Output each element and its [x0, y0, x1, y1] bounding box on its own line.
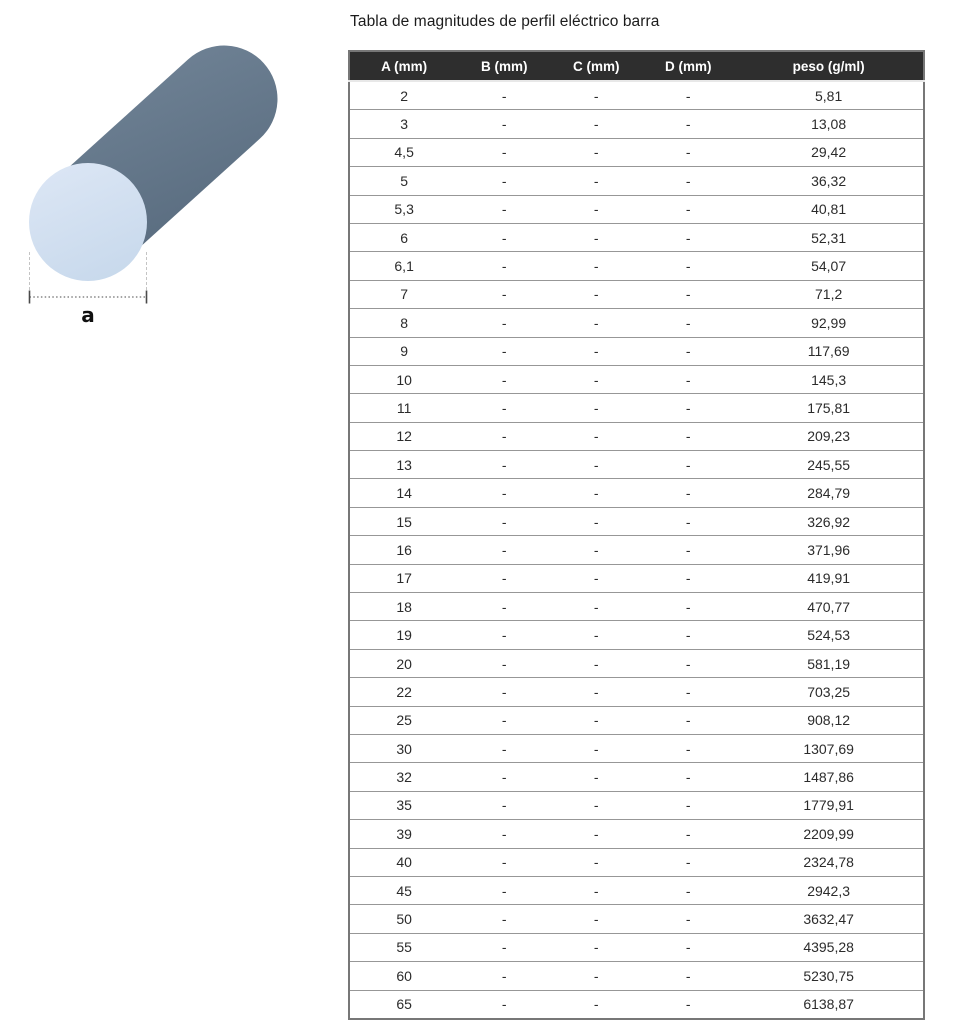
table-cell: - [642, 564, 734, 592]
table-row [349, 564, 924, 592]
table-cell: 5,81 [815, 87, 843, 104]
table-cell: - [550, 138, 642, 166]
table-cell: - [458, 593, 550, 621]
table-cell: 3632,47 [734, 905, 924, 933]
table-cell: - [550, 252, 642, 280]
table-cell: - [458, 933, 550, 961]
table-row [349, 138, 924, 166]
table-cell: - [458, 195, 550, 223]
table-cell: - [458, 479, 550, 507]
table-cell: - [642, 734, 734, 762]
table-cell: 71,2 [734, 280, 924, 308]
table-header-row [349, 51, 924, 81]
table-cell: - [550, 309, 642, 337]
table-cell: 245,55 [734, 451, 924, 479]
table-cell: 13 [349, 451, 458, 479]
table-cell: - [458, 706, 550, 734]
table-row [349, 223, 924, 251]
table-cell: - [642, 536, 734, 564]
table-cell: - [458, 422, 550, 450]
table-cell: 284,79 [734, 479, 924, 507]
table-cell: - [550, 337, 642, 365]
table-cell: - [458, 621, 550, 649]
table-cell: - [550, 621, 642, 649]
table-cell: - [642, 309, 734, 337]
table-cell: - [642, 990, 734, 1019]
table-row [349, 791, 924, 819]
table-cell: - [458, 394, 550, 422]
table-cell: 39 [349, 820, 458, 848]
table-cell: - [550, 649, 642, 677]
table-cell: 55 [349, 933, 458, 961]
table-cell: 32 [349, 763, 458, 791]
table-cell: - [458, 848, 550, 876]
table-cell: 65 [349, 990, 458, 1019]
table-cell: - [642, 394, 734, 422]
table-cell: 30 [349, 734, 458, 762]
table-cell: - [642, 507, 734, 535]
table-row [349, 309, 924, 337]
table-row [349, 479, 924, 507]
table-cell: - [642, 678, 734, 706]
table-cell: 60 [349, 962, 458, 990]
table-cell: - [550, 479, 642, 507]
table-cell: 10 [349, 365, 458, 393]
table-cell: 2 [400, 87, 409, 104]
table-cell: 908,12 [734, 706, 924, 734]
table-cell: - [550, 110, 642, 138]
table-cell: 4395,28 [734, 933, 924, 961]
table-row [349, 536, 924, 564]
table-cell: - [458, 990, 550, 1019]
table-cell: 16 [349, 536, 458, 564]
table-cell: 1307,69 [734, 734, 924, 762]
table-cell: 6,1 [349, 252, 458, 280]
table-cell: - [550, 564, 642, 592]
table-cell: 54,07 [734, 252, 924, 280]
table-cell: - [458, 763, 550, 791]
table-cell: 5 [349, 167, 458, 195]
table-cell: - [458, 905, 550, 933]
table-cell: - [550, 990, 642, 1019]
table-cell: 13,08 [734, 110, 924, 138]
table-cell: 22 [349, 678, 458, 706]
table-cell: 2324,78 [734, 848, 924, 876]
magnitudes-table [348, 50, 925, 1020]
table-cell: - [642, 337, 734, 365]
table-row [349, 876, 924, 904]
table-cell: - [550, 167, 642, 195]
table-body [349, 81, 924, 1019]
table-row [349, 81, 924, 110]
round-bar-illustration [0, 0, 340, 345]
table-cell: 50 [349, 905, 458, 933]
table-row [349, 820, 924, 848]
table-cell: 9 [349, 337, 458, 365]
table-cell: 5230,75 [734, 962, 924, 990]
table-cell: - [458, 564, 550, 592]
table-cell: 11 [349, 394, 458, 422]
table-cell: - [550, 536, 642, 564]
page-title: Tabla de magnitudes de perfil eléctrico barra [350, 13, 660, 30]
table-cell: 20 [349, 649, 458, 677]
table-cell: - [642, 933, 734, 961]
table-cell: - [458, 223, 550, 251]
table-cell: 209,23 [734, 422, 924, 450]
table-cell: 703,25 [734, 678, 924, 706]
table-row [349, 678, 924, 706]
table-row [349, 167, 924, 195]
table-cell: - [642, 223, 734, 251]
table-row [349, 110, 924, 138]
table-cell: 29,42 [734, 138, 924, 166]
table-cell: - [642, 479, 734, 507]
table-cell: - [458, 820, 550, 848]
table-cell: 36,32 [734, 167, 924, 195]
table-row [349, 905, 924, 933]
table-cell: - [501, 87, 507, 104]
table-cell: 35 [349, 791, 458, 819]
table-row [349, 252, 924, 280]
table-cell: - [550, 876, 642, 904]
table-row [349, 962, 924, 990]
table-cell: 8 [349, 309, 458, 337]
table-row [349, 422, 924, 450]
table-cell: 371,96 [734, 536, 924, 564]
table-cell: - [642, 422, 734, 450]
table-cell: - [642, 876, 734, 904]
table-cell: 2942,3 [734, 876, 924, 904]
table-cell: 12 [349, 422, 458, 450]
table-cell: - [642, 593, 734, 621]
table-cell: 19 [349, 621, 458, 649]
table-cell: - [642, 195, 734, 223]
table-cell: - [458, 167, 550, 195]
table-row [349, 195, 924, 223]
table-cell: - [642, 791, 734, 819]
table-cell: - [458, 252, 550, 280]
table-row [349, 933, 924, 961]
table-cell: - [550, 706, 642, 734]
table-cell: - [642, 706, 734, 734]
table-cell: 2209,99 [734, 820, 924, 848]
table-row [349, 848, 924, 876]
table-row [349, 621, 924, 649]
table-row [349, 337, 924, 365]
table-cell: - [550, 734, 642, 762]
table-cell: - [550, 593, 642, 621]
column-header-2: C (mm) [550, 51, 642, 81]
table-cell: - [685, 87, 691, 104]
table-cell: - [550, 678, 642, 706]
table-cell: - [458, 138, 550, 166]
table-cell: 175,81 [734, 394, 924, 422]
table-cell: - [458, 678, 550, 706]
column-header-3: D (mm) [642, 51, 734, 81]
table-row [349, 763, 924, 791]
table-cell: - [642, 820, 734, 848]
cylinder-face [29, 163, 147, 281]
table-cell: - [550, 905, 642, 933]
table-cell: - [642, 138, 734, 166]
table-cell: - [642, 621, 734, 649]
table-cell: 470,77 [734, 593, 924, 621]
table-cell: - [642, 649, 734, 677]
table-cell: - [550, 451, 642, 479]
table-cell: - [550, 365, 642, 393]
table-cell: - [550, 933, 642, 961]
table-row [349, 706, 924, 734]
table-cell: - [458, 280, 550, 308]
table-cell: 6138,87 [734, 990, 924, 1019]
table-cell: - [458, 365, 550, 393]
table-cell: 581,19 [734, 649, 924, 677]
table-cell: 117,69 [734, 337, 924, 365]
table-cell: - [550, 394, 642, 422]
table-cell: - [642, 167, 734, 195]
table-cell: - [550, 223, 642, 251]
table-cell: - [458, 309, 550, 337]
table-cell: - [458, 876, 550, 904]
column-header-4: peso (g/ml) [734, 51, 924, 81]
table-cell: - [642, 451, 734, 479]
table-cell: - [458, 791, 550, 819]
table-cell: 524,53 [734, 621, 924, 649]
table-cell: 419,91 [734, 564, 924, 592]
table-cell: 92,99 [734, 309, 924, 337]
table-cell: 40,81 [734, 195, 924, 223]
table-cell: - [550, 195, 642, 223]
table-cell: - [550, 848, 642, 876]
table-cell: - [550, 763, 642, 791]
table-cell: 6 [349, 223, 458, 251]
table-cell: - [642, 848, 734, 876]
table-cell: - [458, 337, 550, 365]
table-cell: 15 [349, 507, 458, 535]
table-cell: 1487,86 [734, 763, 924, 791]
table-cell: 14 [349, 479, 458, 507]
table-cell: - [550, 791, 642, 819]
table-row [349, 734, 924, 762]
table-cell: 40 [349, 848, 458, 876]
table-cell: 3 [349, 110, 458, 138]
table-cell: 17 [349, 564, 458, 592]
table-cell: 145,3 [734, 365, 924, 393]
table-cell: 4,5 [349, 138, 458, 166]
table-cell: 326,92 [734, 507, 924, 535]
table-row [349, 507, 924, 535]
table-cell: - [642, 962, 734, 990]
table-cell: 18 [349, 593, 458, 621]
table-cell: - [458, 734, 550, 762]
table-cell: 1779,91 [734, 791, 924, 819]
table-cell: - [458, 536, 550, 564]
table-cell: - [550, 962, 642, 990]
table-cell: - [550, 820, 642, 848]
table-row [349, 394, 924, 422]
table-cell: - [458, 649, 550, 677]
table-row [349, 649, 924, 677]
table-cell: 45 [349, 876, 458, 904]
table-cell: - [458, 110, 550, 138]
table-cell: - [642, 252, 734, 280]
table-cell: - [642, 905, 734, 933]
column-header-0: A (mm) [349, 51, 458, 81]
table-cell: 7 [349, 280, 458, 308]
dimension-label: a [81, 303, 95, 327]
table-cell: 52,31 [734, 223, 924, 251]
table-row [349, 593, 924, 621]
table-cell: - [458, 507, 550, 535]
table-cell: - [642, 365, 734, 393]
table-cell: - [458, 451, 550, 479]
table-cell: - [458, 962, 550, 990]
table-cell: 5,3 [349, 195, 458, 223]
column-header-1: B (mm) [458, 51, 550, 81]
table-row [349, 451, 924, 479]
table-cell: - [593, 87, 599, 104]
table-row [349, 280, 924, 308]
table-cell: - [550, 507, 642, 535]
table-row [349, 990, 924, 1019]
table-cell: - [642, 110, 734, 138]
table-cell: - [550, 422, 642, 450]
table-row [349, 365, 924, 393]
table-cell: - [642, 763, 734, 791]
table-cell: 25 [349, 706, 458, 734]
table-cell: - [550, 280, 642, 308]
table-cell: - [642, 280, 734, 308]
